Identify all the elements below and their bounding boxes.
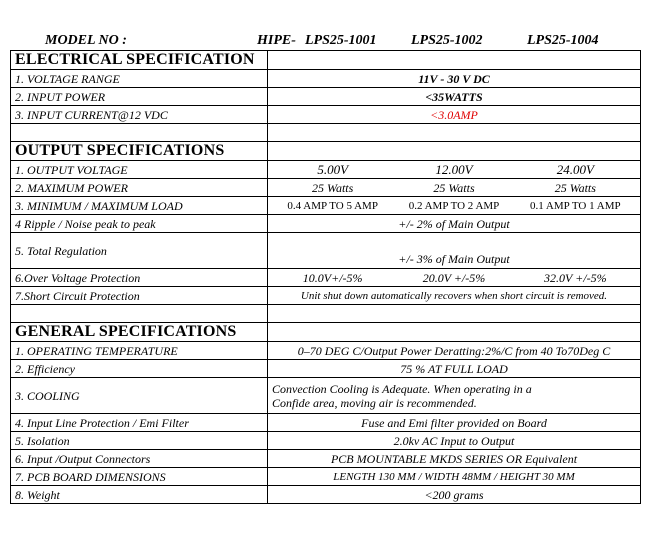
table-row — [11, 287, 641, 305]
table-row — [11, 161, 641, 179]
row-value: <3.0AMP — [268, 106, 641, 124]
table-row — [11, 233, 641, 269]
section-title-electrical: ELECTRICAL SPECIFICATION — [11, 51, 268, 70]
row-label: 4 Ripple / Noise peak to peak — [11, 215, 268, 233]
row-value: 0–70 DEG C/Output Power Deratting:2%/C from 40 To70Deg C — [268, 342, 641, 360]
row-label: 5. Isolation — [11, 432, 268, 450]
max-power-1: 25 Watts — [312, 180, 354, 195]
model-label: MODEL NO : — [45, 33, 127, 48]
table-row — [11, 378, 641, 414]
row-label: 3. COOLING — [11, 378, 268, 414]
table-row — [11, 450, 641, 468]
table-row — [11, 215, 641, 233]
model-2: LPS25-1002 — [411, 33, 483, 48]
series-label: HIPE- — [257, 33, 296, 48]
row-value: 11V - 30 V DC — [268, 70, 641, 88]
row-label: 4. Input Line Protection / Emi Filter — [11, 414, 268, 432]
ovp-3: 32.0V +/-5% — [544, 270, 607, 285]
row-label: 2. INPUT POWER — [11, 88, 268, 106]
row-value: LENGTH 130 MM / WIDTH 48MM / HEIGHT 30 MM — [268, 468, 641, 486]
row-label: 6. Input /Output Connectors — [11, 450, 268, 468]
table-row — [11, 197, 641, 215]
row-label: 1. OPERATING TEMPERATURE — [11, 342, 268, 360]
cooling-value — [268, 378, 641, 414]
table-row — [11, 360, 641, 378]
output-voltage-3: 24.00V — [556, 161, 594, 177]
spec-table — [10, 50, 641, 504]
regulation-value: +/- 3% of Main Output — [268, 233, 641, 269]
spacer-row — [11, 124, 641, 142]
output-voltage-2: 12.00V — [435, 161, 473, 177]
row-label: 3. INPUT CURRENT@12 VDC — [11, 106, 268, 124]
table-row — [11, 70, 641, 88]
model-1: LPS25-1001 — [305, 33, 377, 48]
cooling-line-2: Confide area, moving air is recommended. — [272, 395, 477, 410]
ovp-1: 10.0V+/-5% — [302, 270, 363, 285]
row-label: 1. OUTPUT VOLTAGE — [11, 161, 268, 179]
section-row-output — [11, 142, 641, 161]
load-2: 0.2 AMP TO 2 AMP — [408, 199, 500, 212]
table-row — [11, 342, 641, 360]
row-label: 3. MINIMUM / MAXIMUM LOAD — [11, 197, 268, 215]
section-title-output: OUTPUT SPECIFICATIONS — [11, 142, 268, 161]
model-3: LPS25-1004 — [527, 33, 599, 48]
row-label: 2. Efficiency — [11, 360, 268, 378]
table-row — [11, 414, 641, 432]
table-row — [11, 106, 641, 124]
row-value: 75 % AT FULL LOAD — [268, 360, 641, 378]
row-value: Fuse and Emi filter provided on Board — [268, 414, 641, 432]
table-row — [11, 88, 641, 106]
row-label: 7. PCB BOARD DIMENSIONS — [11, 468, 268, 486]
row-value: 2.0kv AC Input to Output — [268, 432, 641, 450]
section-row-electrical — [11, 51, 641, 70]
load-3: 0.1 AMP TO 1 AMP — [530, 199, 621, 212]
table-row — [11, 432, 641, 450]
cooling-line-1: Convection Cooling is Adequate. When operating in a — [272, 381, 532, 396]
output-voltage-1: 5.00V — [317, 161, 349, 177]
row-value: <200 grams — [268, 486, 641, 504]
row-value: PCB MOUNTABLE MKDS SERIES OR Equivalent — [268, 450, 641, 468]
model-header — [0, 33, 658, 51]
table-row — [11, 486, 641, 504]
ripple-value: +/- 2% of Main Output — [268, 215, 641, 233]
table-row — [11, 468, 641, 486]
section-row-general — [11, 323, 641, 342]
scp-value: Unit shut down automatically recovers when short circuit is removed. — [268, 287, 641, 305]
row-label: 6.Over Voltage Protection — [11, 269, 268, 287]
row-label: 7.Short Circuit Protection — [11, 287, 268, 305]
table-row — [11, 269, 641, 287]
load-1: 0.4 AMP TO 5 AMP — [287, 199, 378, 212]
max-power-3: 25 Watts — [554, 180, 596, 195]
max-power-2: 25 Watts — [433, 180, 475, 195]
row-label: 1. VOLTAGE RANGE — [11, 70, 268, 88]
section-title-general: GENERAL SPECIFICATIONS — [11, 323, 268, 342]
row-label: 8. Weight — [11, 486, 268, 504]
row-value: <35WATTS — [268, 88, 641, 106]
ovp-2: 20.0V +/-5% — [422, 270, 486, 285]
row-label: 2. MAXIMUM POWER — [11, 179, 268, 197]
row-label: 5. Total Regulation — [11, 233, 268, 269]
table-row — [11, 179, 641, 197]
spacer-row — [11, 305, 641, 323]
